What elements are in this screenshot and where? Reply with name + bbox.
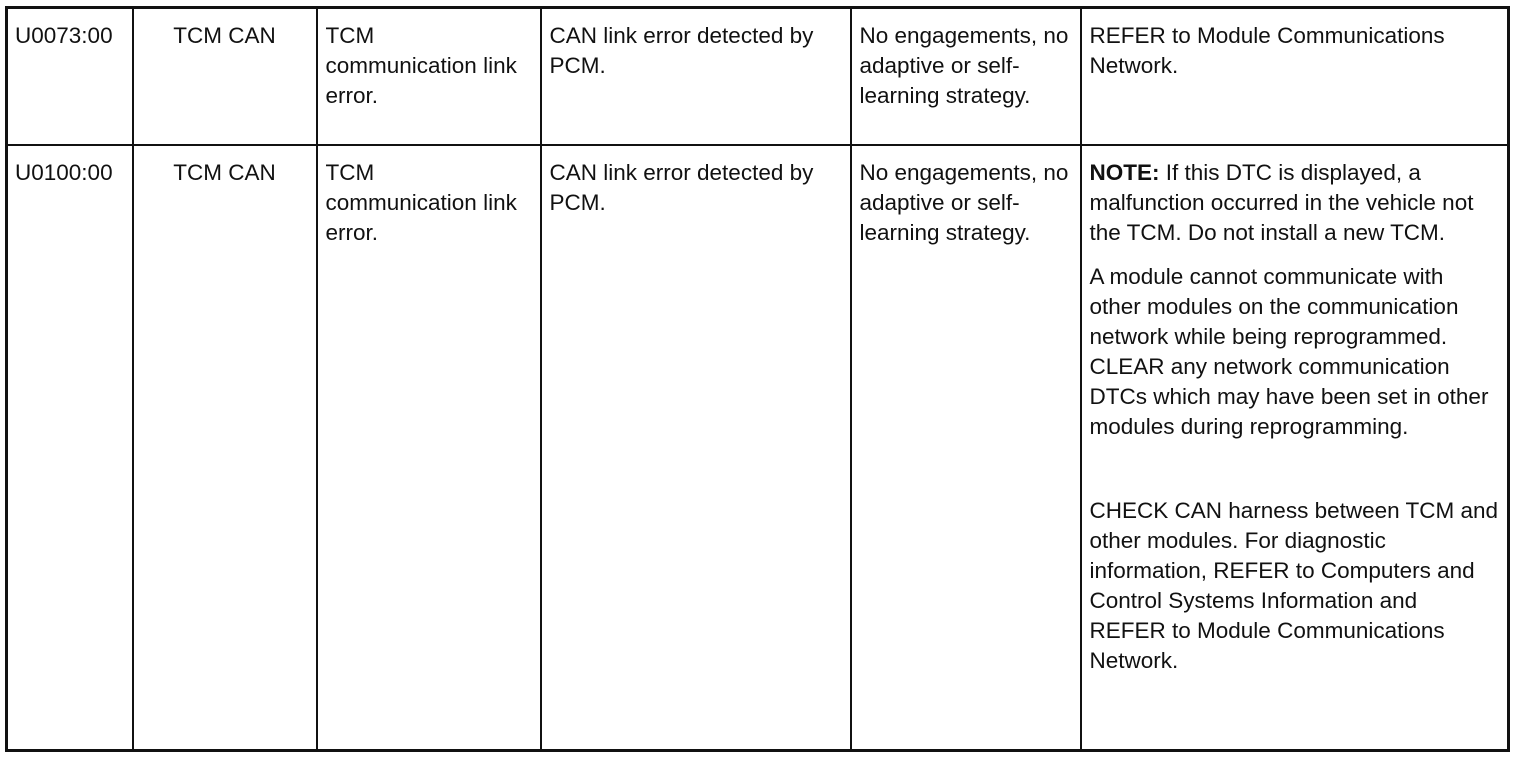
dtc-symptom: No engagements, no adaptive or self-learning strategy.: [859, 159, 1069, 245]
dtc-description: TCM communication link error.: [325, 23, 517, 108]
description-cell: [317, 8, 541, 145]
note-text: If this DTC is displayed, a malfunction occurred in the vehicle not the TCM. Do not install a new TCM.: [1089, 159, 1474, 245]
action-cell: [1081, 145, 1509, 751]
note-paragraph: [1090, 158, 1500, 248]
action-paragraph: REFER to Module Communications Network.: [1089, 23, 1445, 78]
action-paragraph: CHECK CAN harness between TCM and other modules. For diagnostic information, REFER to Computers and Control Systems Information and REFER to Module Communications Network.: [1089, 497, 1499, 673]
note-label: NOTE:: [1089, 159, 1160, 185]
dtc-code-cell: [7, 8, 133, 145]
dtc-source: TCM CAN: [173, 23, 276, 48]
table-row: [7, 145, 1509, 751]
dtc-description: TCM communication link error.: [325, 159, 517, 245]
source-cell: [133, 145, 317, 751]
dtc-table: [5, 6, 1510, 752]
dtc-condition: CAN link error detected by PCM.: [549, 23, 814, 78]
description-cell: [317, 145, 541, 751]
dtc-code-cell: [7, 145, 133, 751]
dtc-code: U0073:00: [15, 23, 113, 48]
action-paragraph: A module cannot communicate with other modules on the communication network while being reprogrammed. CLEAR any network communication DTCs which may have been set in other modules during reprogramming.: [1089, 263, 1489, 439]
table-row: [7, 8, 1509, 145]
condition-cell: [541, 145, 851, 751]
dtc-symptom: No engagements, no adaptive or self-learning strategy.: [859, 23, 1069, 108]
symptom-cell: [851, 145, 1081, 751]
dtc-condition: CAN link error detected by PCM.: [549, 159, 814, 215]
source-cell: [133, 8, 317, 145]
condition-cell: [541, 8, 851, 145]
action-cell: [1081, 8, 1509, 145]
dtc-source: TCM CAN: [173, 159, 276, 185]
dtc-code: U0100:00: [15, 159, 113, 185]
symptom-cell: [851, 8, 1081, 145]
